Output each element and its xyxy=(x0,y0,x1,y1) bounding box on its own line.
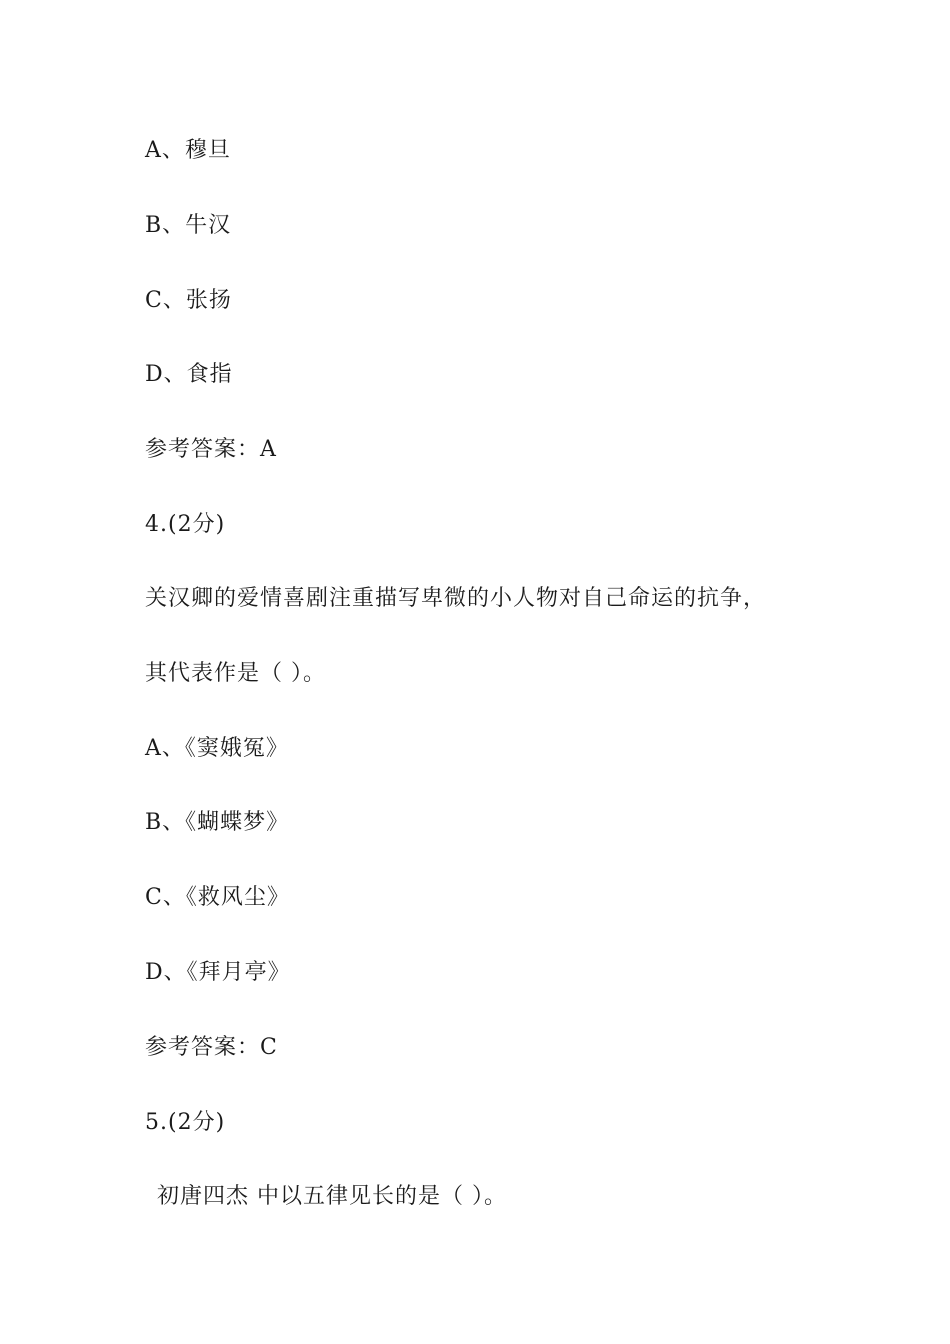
q4-option-c: C、《救风尘》 xyxy=(145,885,290,910)
q4-option-a: A、《窦娥冤》 xyxy=(145,736,289,761)
q5-stem-line-1: 初唐四杰 中以五律见长的是（ ）。 xyxy=(157,1184,507,1209)
q5-header: 5.(2分) xyxy=(145,1110,226,1135)
q3-option-a: A、穆旦 xyxy=(145,138,231,163)
q4-header: 4.(2分) xyxy=(145,512,226,537)
q3-option-c: C、张扬 xyxy=(145,288,232,313)
q4-stem-line-2: 其代表作是（ ）。 xyxy=(145,661,326,686)
q4-option-d: D、《拜月亭》 xyxy=(145,960,291,985)
q4-option-b: B、《蝴蝶梦》 xyxy=(145,810,290,835)
q4-stem-line-1: 关汉卿的爱情喜剧注重描写卑微的小人物对自己命运的抗争， xyxy=(145,586,767,611)
q4-answer: 参考答案：C xyxy=(145,1035,278,1060)
q3-answer: 参考答案：A xyxy=(145,437,277,462)
q3-option-b: B、牛汉 xyxy=(145,213,232,238)
q3-option-d: D、食指 xyxy=(145,362,233,387)
